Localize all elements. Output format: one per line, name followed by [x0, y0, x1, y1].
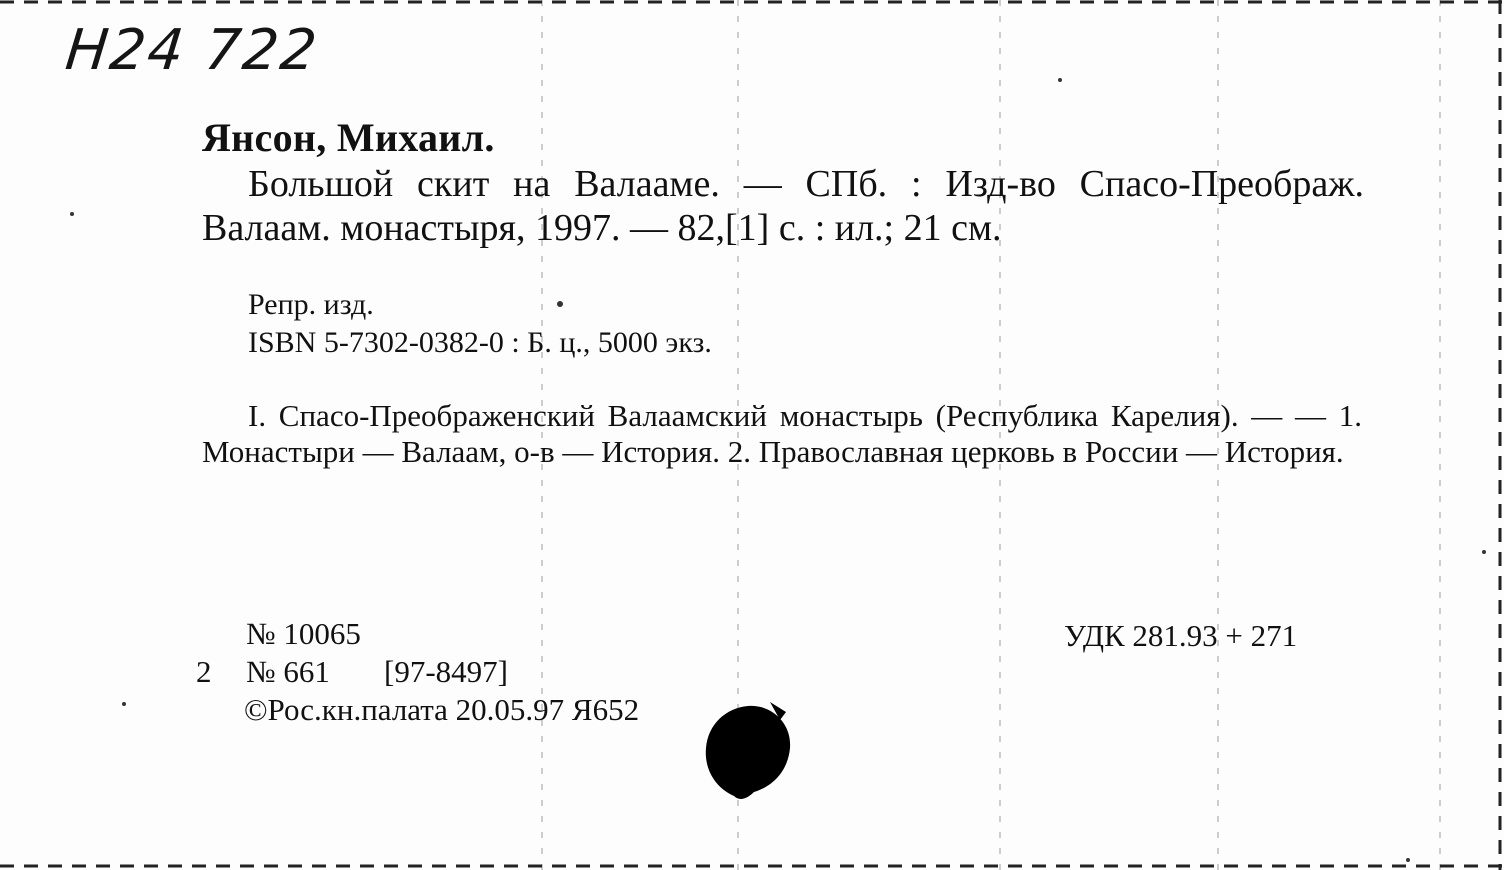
card-copy-count: 2	[196, 654, 212, 689]
card-description	[202, 162, 1364, 250]
card-subjects	[202, 398, 1362, 470]
card-author: Янсон, Михаил.	[202, 115, 495, 160]
handwritten-shelf-mark: Н24 722	[62, 18, 322, 83]
card-reprint-note: Репр. изд.	[248, 288, 374, 321]
card-number-1: № 10065	[246, 616, 361, 651]
ink-blot	[700, 700, 796, 804]
card-isbn-line: ISBN 5-7302-0382-0 : Б. ц., 5000 экз.	[248, 326, 712, 359]
card-description-text: Большой скит на Валааме. — СПб. : Изд-во Спасо-Преображ. Валаам. монастыря, 1997. — 82,[1] с. : ил.; 21 см.	[202, 163, 1364, 249]
card-udk: УДК 281.93 + 271	[1064, 618, 1298, 653]
card-number-2: № 661	[246, 654, 330, 689]
card-code-2: [97-8497]	[384, 654, 508, 689]
card-copyright-line: ©Рос.кн.палата 20.05.97 Я652	[244, 692, 640, 727]
card-subjects-text: I. Спасо-Преображенский Валаамский монастырь (Республика Карелия). — — 1. Монастыри — Валаам, о-в — История. 2. Православная церковь в России — История.	[202, 398, 1362, 469]
